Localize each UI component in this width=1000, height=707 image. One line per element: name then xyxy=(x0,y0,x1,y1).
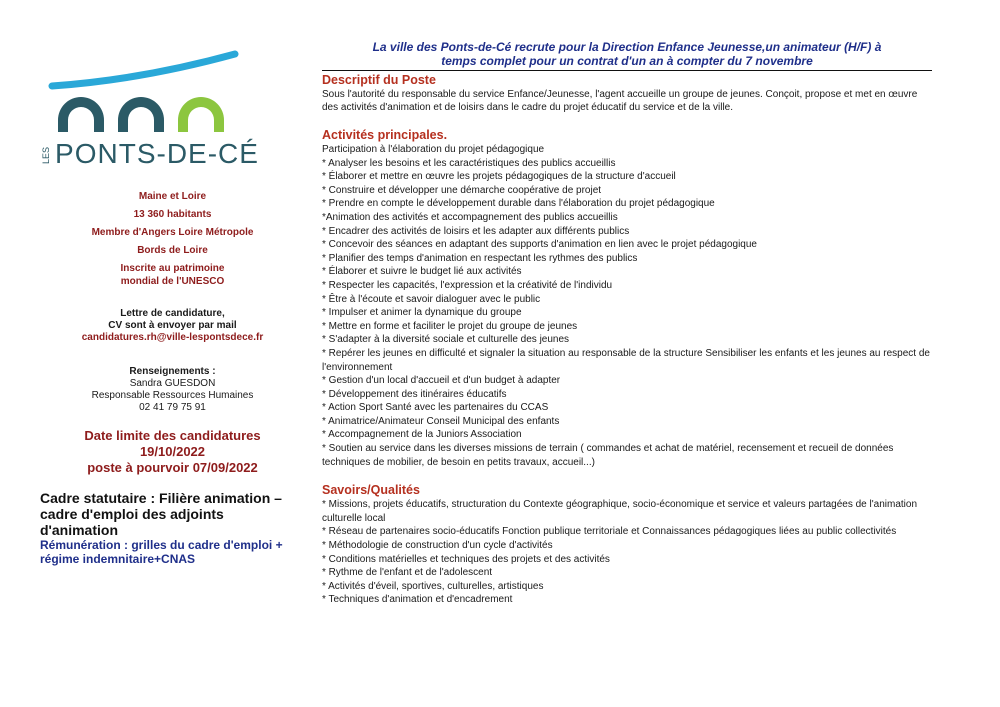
activite-item: * S'adapter à la diversité sociale et culturelle des jeunes xyxy=(322,334,570,346)
savoir-item: * Missions, projets éducatifs, structuration du Contexte géographique, socio-économique et service et valeurs partagées de l'animation culturelle local xyxy=(322,499,918,524)
activite-item: * Élaborer et suivre le budget lié aux activités xyxy=(322,266,522,278)
descriptif-heading: Descriptif du Poste xyxy=(322,73,436,87)
logo-les: LES xyxy=(41,147,52,165)
descriptif-text: Sous l'autorité du responsable du service Enfance/Jeunesse, l'agent accueille un groupe de jeunes. Conçoit, propose et met en œuvre des activités d'animation et de loisirs dans le cadre du projet éducatif du service et de la ville. xyxy=(322,89,918,113)
logo-arches-graphic xyxy=(40,50,270,140)
remuneration: Rémunération : grilles du cadre d'emploi + régime indemnitaire+CNAS xyxy=(40,538,283,566)
city-logo xyxy=(40,50,305,170)
activite-item: * Gestion d'un local d'accueil et d'un budget à adapter xyxy=(322,375,561,387)
fact-population: 13 360 habitants xyxy=(133,209,212,220)
activite-item: * Respecter les capacités, l'expression et la créativité de l'individu xyxy=(322,279,613,291)
activite-item: * Planifier des temps d'animation en respectant les rythmes des publics xyxy=(322,252,638,264)
activite-item: * Impulser et animer la dynamique du groupe xyxy=(322,307,522,319)
fact-metropole: Membre d'Angers Loire Métropole xyxy=(91,227,254,238)
logo-wordmark xyxy=(40,138,260,170)
activite-item: * Action Sport Santé avec les partenaires du CCAS xyxy=(322,402,549,414)
fact-department: Maine et Loire xyxy=(138,191,207,202)
activite-item: *Animation des activités et accompagnement des publics accueillis xyxy=(322,211,618,223)
savoirs-heading: Savoirs/Qualités xyxy=(322,483,420,498)
savoir-item: * Conditions matérielles et techniques des projets et des activités xyxy=(322,553,610,565)
activite-item: * Prendre en compte le développement durable dans l'élaboration du projet pédagogique xyxy=(322,198,715,210)
activite-item: * Encadrer des activités de loisirs et les adapter aux différents publics xyxy=(322,225,630,237)
logo-name: PONTS-DE-CÉ xyxy=(55,138,259,169)
activite-item: * Soutien au service dans les diverses missions de terrain ( commandes et achat de matériel, recensement et recueil de données techniques de mobilier, de besoin en petits travaux, accueil...) xyxy=(322,443,894,468)
job-headline: La ville des Ponts-de-Cé recrute pour la Direction Enfance Jeunesse,un animateur (H/F) à temps complet pour un contrat d'un an à compter du 7 novembre xyxy=(322,40,932,71)
savoir-item: * Activités d'éveil, sportives, culturelles, artistiques xyxy=(322,580,544,592)
activite-item: * Construire et développer une démarche coopérative de projet xyxy=(322,184,602,196)
savoir-item: * Rythme de l'enfant et de l'adolescent xyxy=(322,567,493,579)
activite-item: Participation à l'élaboration du projet pédagogique xyxy=(322,144,545,155)
activites-heading: Activités principales. xyxy=(322,128,448,142)
activite-item: * Élaborer et mettre en œuvre les projets pédagogiques de la structure d'accueil xyxy=(322,171,676,183)
fact-loire: Bords de Loire xyxy=(137,245,208,256)
deadline-block: Date limite des candidatures 19/10/2022 poste à pourvoir 07/09/2022 xyxy=(84,428,261,475)
activite-item: * Développement des itinéraires éducatifs xyxy=(322,388,507,400)
contact-name: Sandra GUESDON xyxy=(129,378,216,389)
contact-info xyxy=(40,366,305,414)
activites-list xyxy=(322,143,932,469)
savoir-item: * Méthodologie de construction d'un cycle d'activités xyxy=(322,540,553,552)
activite-item: * Analyser les besoins et les caractéristiques des publics accueillis xyxy=(322,157,616,169)
activite-item: * Animatrice/Animateur Conseil Municipal des enfants xyxy=(322,415,560,427)
activite-item: * Mettre en forme et faciliter le projet du groupe de jeunes xyxy=(322,320,578,332)
application-email-link[interactable]: candidatures.rh@ville-lespontsdece.fr xyxy=(81,332,264,343)
savoir-item: * Réseau de partenaires socio-éducatifs Fonction publique territoriale et Connaissances pédagogiques liées au public collectivités xyxy=(322,526,897,538)
activite-item: * Repérer les jeunes en difficulté et signaler la situation au responsable de la structure Sensibiliser les enfants et les jeunes au respect de l'environnement xyxy=(322,347,930,373)
sidebar xyxy=(40,50,305,566)
contact-role: Responsable Ressources Humaines xyxy=(91,390,254,401)
activite-item: * Accompagnement de la Juniors Association xyxy=(322,429,522,441)
savoirs-list xyxy=(322,498,932,607)
contact-phone: 02 41 79 75 91 xyxy=(139,402,206,413)
cadre-statutaire: Cadre statutaire : Filière animation – cadre d'emploi des adjoints d'animation xyxy=(40,490,282,538)
job-description xyxy=(322,40,932,607)
savoir-item: * Techniques d'animation et d'encadrement xyxy=(322,594,513,606)
activite-item: * Être à l'écoute et savoir dialoguer avec le public xyxy=(322,293,541,305)
contact-title: Renseignements : xyxy=(129,366,216,377)
fact-unesco: Inscrite au patrimoine mondial de l'UNESCO xyxy=(120,263,225,287)
activite-item: * Concevoir des séances en adaptant des supports d'animation en lien avec le projet pédagogique xyxy=(322,239,757,251)
city-facts xyxy=(40,190,305,288)
application-instructions: Lettre de candidature, CV sont à envoyer par mail candidatures.rh@ville-lespontsdece.fr xyxy=(40,308,305,344)
